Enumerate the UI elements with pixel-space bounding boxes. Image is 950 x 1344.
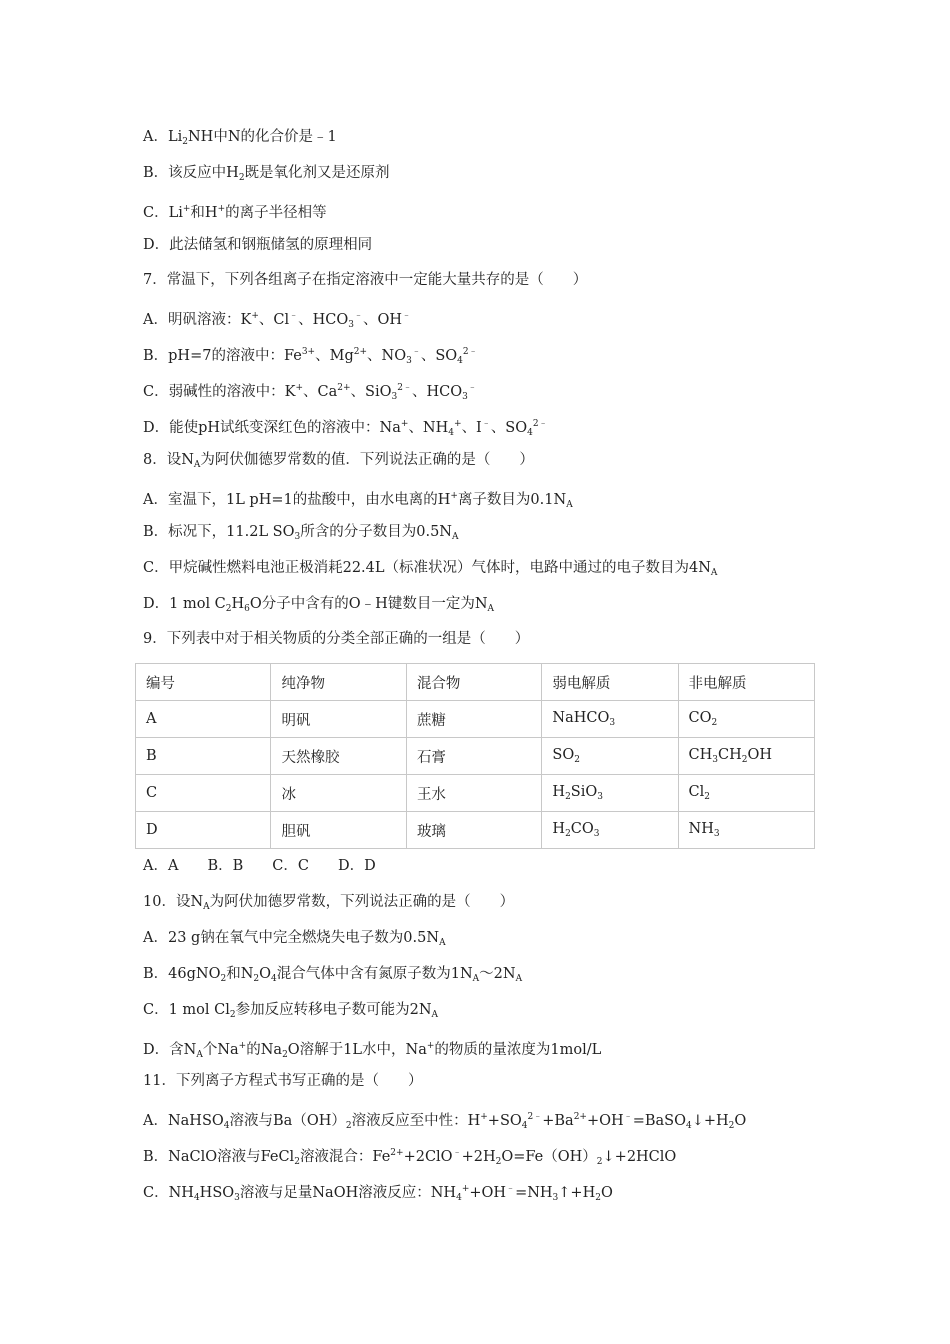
- q10-option-d: D．含$N_A$个Na+的$Na_2O$溶解于1L水中，Na+的物质的量浓度为1mol/L: [143, 1041, 602, 1060]
- table-cell: 蔗糖: [406, 701, 541, 738]
- table-header-cell: 纯净物: [271, 664, 406, 701]
- q11-option-b: B．NaClO溶液与FeCl$_2$溶液混合：$Fe^{2+}+2ClO^﹣+2H_2O=Fe(OH)_2↓+2HClO$: [143, 1148, 677, 1167]
- q8-option-c: C．甲烷碱性燃料电池正极消耗22.4L（标准状况）气体时，电路中通过的电子数目为$4N_A$: [143, 560, 718, 578]
- q8-option-b: B．标况下，11.2L $SO_3$所含的分子数目为$0.5N_A$: [143, 524, 459, 542]
- q6-option-b: B．该反应中$H_2$既是氧化剂又是还原剂: [143, 165, 390, 183]
- q11-stem: 11．下列离子方程式书写正确的是（ ）: [143, 1073, 423, 1089]
- q7-option-c: C．弱碱性的溶液中：K+、$Ca^{2+}$、SiO$_3^{2﹣}$、$HCO_3^﹣$: [143, 383, 477, 402]
- q8-stem: 8．设$N_A$为阿伏伽德罗常数的值．下列说法正确的是（ ）: [143, 452, 534, 470]
- table-header-row: [136, 664, 815, 701]
- q9-answer-options: A．A B．B C．C D．D: [143, 858, 376, 874]
- table-cell: 玻璃: [406, 812, 541, 849]
- q8-option-d: D．1 mol $C_2H_6O$分子中含有的O﹣H键数目一定为$N_A$: [143, 596, 495, 614]
- table-row: [136, 701, 815, 738]
- table-cell: 胆矾: [271, 812, 406, 849]
- q6-option-d: D．此法储氢和钢瓶储氢的原理相同: [143, 237, 373, 253]
- q7-option-d: D．能使pH试纸变深红色的溶液中：Na+、$NH_4^+$、I﹣、$SO_4^{2﹣}$: [143, 419, 548, 438]
- q8-option-a: A．室温下，1L pH=1的盐酸中，由水电离的H+离子数目为$0.1N_A$: [143, 491, 573, 510]
- table-cell: $NH_3$: [678, 812, 814, 849]
- table-header-cell: 弱电解质: [542, 664, 678, 701]
- q6-option-c: C．Li+和H+的离子半径相等: [143, 204, 327, 221]
- table-cell: 王水: [406, 775, 541, 812]
- table-cell: $CO_2$: [678, 701, 814, 738]
- table-cell: $CH_3CH_2OH$: [678, 738, 814, 775]
- table-header-cell: 混合物: [406, 664, 541, 701]
- table-cell: $H_2CO_3$: [542, 812, 678, 849]
- table-cell: $SO_2$: [542, 738, 678, 775]
- table-cell: 石膏: [406, 738, 541, 775]
- classification-table: [135, 663, 815, 849]
- table-cell: D: [136, 812, 271, 849]
- q7-stem: 7．常温下，下列各组离子在指定溶液中一定能大量共存的是（ ）: [143, 272, 588, 288]
- q10-option-b: B．46gNO$_2$和$N_2O_4$混合气体中含有氮原子数为$1N_A\sim 2N_A$: [143, 966, 523, 984]
- q10-stem: 10．设$N_A$为阿伏加德罗常数，下列说法正确的是（ ）: [143, 894, 515, 912]
- table-cell: NaHCO$_3$: [542, 701, 678, 738]
- table-cell: 天然橡胶: [271, 738, 406, 775]
- table-cell: C: [136, 775, 271, 812]
- q11-option-a: A．NaHSO$_4$溶液与$Ba(OH)_2$溶液反应至中性：$H^++SO_4^{2﹣}+Ba^{2+}+OH^﹣=BaSO_4↓+H_2O$: [143, 1112, 747, 1131]
- q7-option-b: B．pH=7的溶液中：$Fe^{3+}$、$Mg^{2+}$、$NO_3^﹣$、$SO_4^{2﹣}$: [143, 347, 478, 366]
- q11-option-c: C．$NH_4HSO_3$溶液与足量NaOH溶液反应：$NH_4^++OH^﹣=NH_3↑+H_2O$: [143, 1184, 613, 1203]
- table-header-cell: 非电解质: [678, 664, 814, 701]
- table-cell: $Cl_2$: [678, 775, 814, 812]
- table-row: [136, 775, 815, 812]
- table-row: [136, 812, 815, 849]
- q9-stem: 9．下列表中对于相关物质的分类全部正确的一组是（ ）: [143, 631, 530, 647]
- table-cell: 明矾: [271, 701, 406, 738]
- q10-option-c: C．1 mol $Cl_2$参加反应转移电子数可能为$2N_A$: [143, 1002, 439, 1020]
- table-cell: 冰: [271, 775, 406, 812]
- q6-option-a: A．$Li_2NH$中N的化合价是﹣1: [143, 129, 337, 147]
- q7-option-a: A．明矾溶液：K+、Cl﹣、$HCO_3^﹣$、OH﹣: [143, 311, 412, 330]
- table-header-cell: 编号: [136, 664, 271, 701]
- table-cell: B: [136, 738, 271, 775]
- table-row: [136, 738, 815, 775]
- table-cell: A: [136, 701, 271, 738]
- q10-option-a: A．23 g钠在氧气中完全燃烧失电子数为$0.5N_A$: [143, 930, 446, 948]
- table-cell: $H_2SiO_3$: [542, 775, 678, 812]
